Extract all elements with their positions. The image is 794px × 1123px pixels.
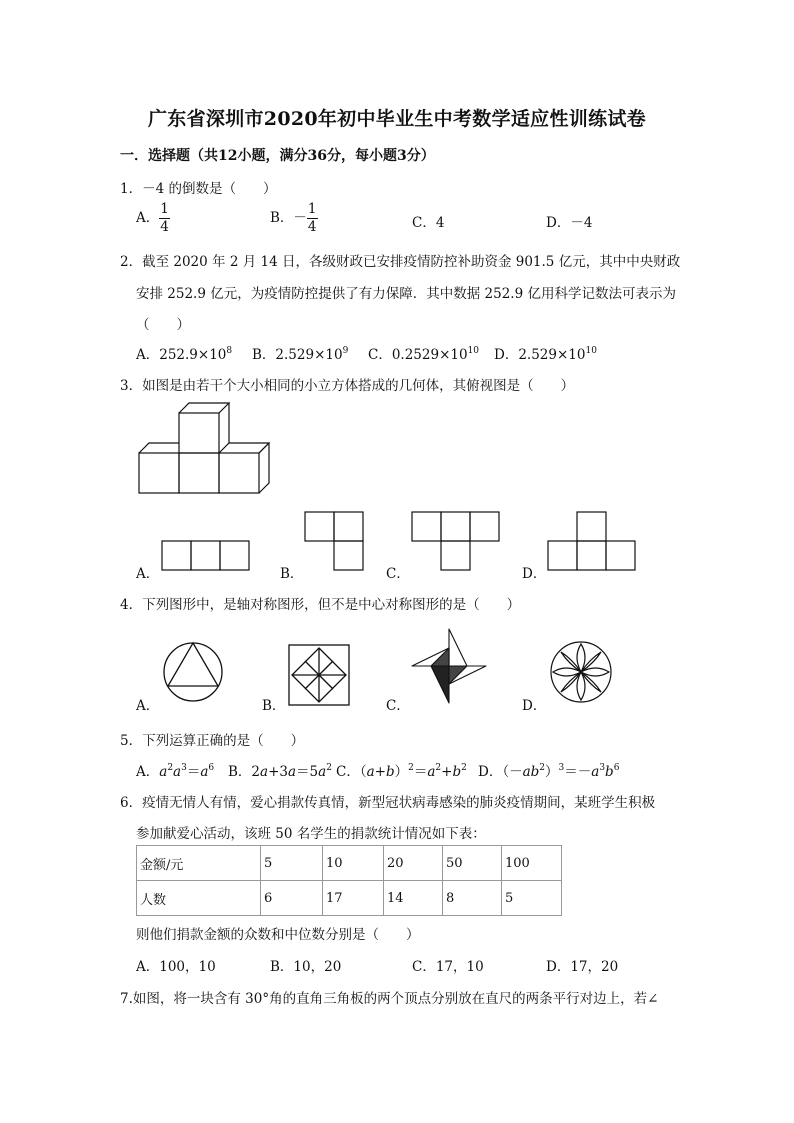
q5-stem: 5．下列运算正确的是（ ） — [120, 733, 305, 749]
q2-line1: 2．截至 2020 年 2 月 14 日，各级财政已安排疫情防控补助资金 901.5 亿元，其中中央财政 — [120, 254, 681, 270]
section-heading: 一．选择题（共12小题，满分36分，每小题3分） — [120, 148, 435, 164]
q1-option-a: A． $\frac{1}{4}$ — [136, 201, 169, 235]
exam-title: 广东省深圳市2020年初中毕业生中考数学适应性训练试卷 — [148, 108, 646, 130]
q3-option-a-label: A． — [136, 566, 160, 582]
q3-option-b-figure — [304, 511, 366, 571]
q2-option-b: B．$2.529\times 10^9$ — [252, 346, 349, 363]
table-cell: 14 — [384, 881, 443, 916]
q4-pinwheel-figure — [410, 627, 488, 705]
q4-flower-figure — [549, 640, 613, 704]
q1-option-b: B．－ $\frac{1}{4}$ — [270, 201, 317, 235]
table-cell: 100 — [502, 846, 562, 881]
q2-option-d: D．$2.529\times 10^{10}$ — [494, 346, 597, 363]
q3-stem: 3．如图是由若干个大小相同的小立方体搭成的几何体，其俯视图是（ ） — [120, 378, 575, 394]
q3-option-d-figure — [547, 511, 637, 571]
q6-option-d: D．17，20 — [546, 959, 619, 975]
q3-solid-figure — [136, 402, 276, 498]
q3-option-b-label: B． — [280, 566, 304, 582]
table-cell: 50 — [443, 846, 502, 881]
q4-option-c-label: C． — [386, 698, 410, 714]
table-cell: 5 — [502, 881, 562, 916]
q4-option-a-label: A． — [136, 698, 160, 714]
q5-option-b: B．$2a+3a=5a^2$ — [228, 763, 332, 780]
q6-question: 则他们捐款金额的众数和中位数分别是（ ） — [136, 927, 420, 943]
q3-option-c-figure — [411, 511, 501, 571]
q2-line2: 安排 252.9 亿元，为疫情防控提供了有力保障．其中数据 252.9 亿用科学记数法可表示为 — [136, 286, 676, 302]
q5-option-d: D．$(-ab^2)^3=-a^3b^6$ — [478, 763, 620, 780]
q7-line1: 7.如图，将一块含有 30°角的直角三角板的两个顶点分别放在直尺的两条平行对边上，若∠ — [120, 991, 659, 1007]
q3-option-c-label: C． — [386, 566, 410, 582]
q5-option-a: A．$a^2a^3=a^6$ — [136, 763, 215, 780]
table-row — [137, 846, 562, 881]
q5-option-c: C．$(a+b)^2=a^2+b^2$ — [336, 763, 467, 780]
table-row — [137, 881, 562, 916]
q4-option-d-label: D． — [522, 698, 547, 714]
q4-option-b-label: B． — [262, 698, 286, 714]
table-cell: 金额/元 — [137, 846, 261, 881]
q6-line2: 参加献爱心活动，该班 50 名学生的捐款统计情况如下表： — [136, 826, 486, 842]
table-cell: 6 — [261, 881, 323, 916]
q2-option-c: C．$0.2529\times 10^{10}$ — [368, 346, 480, 363]
q2-option-a: A．$252.9\times 10^8$ — [136, 346, 233, 363]
q6-option-a: A．100，10 — [136, 959, 216, 975]
table-cell: 8 — [443, 881, 502, 916]
q3-option-d-label: D． — [522, 566, 547, 582]
q1-stem: 1．－4 的倒数是（ ） — [120, 181, 277, 197]
q6-option-c: C．17，10 — [412, 959, 484, 975]
table-cell: 17 — [323, 881, 384, 916]
table-cell: 5 — [261, 846, 323, 881]
q1-option-d: D．－4 — [546, 215, 593, 231]
q3-option-a-figure — [161, 540, 251, 572]
q6-option-b: B．10，20 — [270, 959, 342, 975]
table-cell: 20 — [384, 846, 443, 881]
q1-option-c: C．4 — [412, 215, 445, 231]
q4-square-pattern-figure — [288, 644, 350, 706]
donation-table — [136, 845, 562, 916]
q4-circle-triangle-figure — [162, 641, 224, 703]
q6-line1: 6．疫情无情人有情，爱心捐款传真情，新型冠状病毒感染的肺炎疫情期间，某班学生积极 — [120, 795, 656, 811]
q2-line3: （ ） — [136, 317, 190, 333]
q4-stem: 4．下列图形中，是轴对称图形，但不是中心对称图形的是（ ） — [120, 597, 521, 613]
table-cell: 10 — [323, 846, 384, 881]
table-cell: 人数 — [137, 881, 261, 916]
